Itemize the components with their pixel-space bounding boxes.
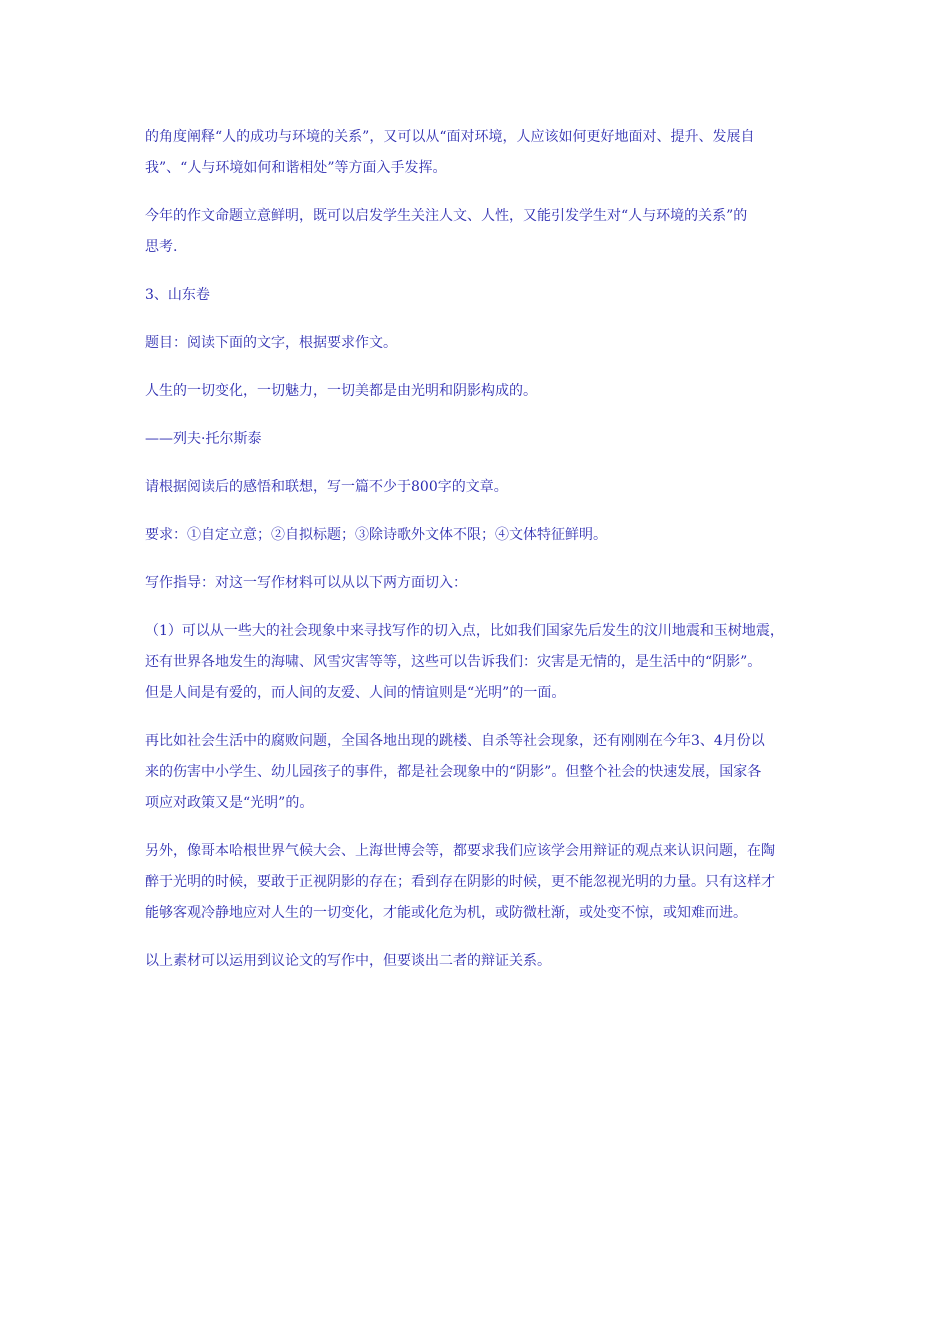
guidance-point-1	[145, 616, 815, 709]
text-line: 项应对政策又是“光明”的。	[145, 795, 314, 811]
guidance-paragraph-social	[145, 726, 815, 819]
text-line: 今年的作文命题立意鲜明，既可以启发学生关注人文、人性，又能引发学生对“人与环境的关系”的	[145, 208, 748, 224]
text-line: 来的伤害中小学生、幼儿园孩子的事件，都是社会现象中的“阴影”。但整个社会的快速发展，国家各	[145, 764, 762, 780]
text-line: 我”、“人与环境如何和谐相处”等方面入手发挥。	[145, 160, 447, 176]
text-line: 题目：阅读下面的文字，根据要求作文。	[145, 335, 397, 351]
guidance-paragraph-dialectic	[145, 836, 815, 929]
guidance-conclusion	[145, 946, 815, 977]
essay-requirements	[145, 520, 815, 551]
paragraph-1	[145, 122, 815, 184]
text-line: 以上素材可以运用到议论文的写作中，但要谈出二者的辩证关系。	[145, 953, 551, 969]
text-line: 的角度阐释“人的成功与环境的关系”，又可以从“面对环境，人应该如何更好地面对、提升、发展自	[145, 129, 755, 145]
text-line: 请根据阅读后的感悟和联想，写一篇不少于800字的文章。	[145, 479, 508, 495]
text-line: 再比如社会生活中的腐败问题，全国各地出现的跳楼、自杀等社会现象，还有刚刚在今年3、4月份以	[145, 733, 765, 749]
text-line: ——列夫·托尔斯泰	[145, 431, 262, 447]
text-line: 另外，像哥本哈根世界气候大会、上海世博会等，都要求我们应该学会用辩证的观点来认识问题，在陶	[145, 843, 775, 859]
text-line: 思考.	[145, 239, 178, 255]
essay-instruction	[145, 472, 815, 503]
paragraph-2	[145, 201, 815, 263]
text-line: 能够客观冷静地应对人生的一切变化，才能或化危为机，或防微杜渐，或处变不惊，或知难而进。	[145, 905, 747, 921]
section-heading-shandong	[145, 280, 815, 311]
text-line: 但是人间是有爱的，而人间的友爱、人间的情谊则是“光明”的一面。	[145, 685, 566, 701]
text-line: 还有世界各地发生的海啸、风雪灾害等等，这些可以告诉我们：灾害是无情的，是生活中的“阴影”。	[145, 654, 762, 670]
document-body	[145, 122, 815, 994]
text-line: 人生的一切变化，一切魅力，一切美都是由光明和阴影构成的。	[145, 383, 537, 399]
writing-guidance-heading	[145, 568, 815, 599]
text-line: 要求：①自定立意；②自拟标题；③除诗歌外文体不限；④文体特征鲜明。	[145, 527, 607, 543]
text-line: 醉于光明的时候，要敢于正视阴影的存在；看到存在阴影的时候，更不能忽视光明的力量。只有这样才	[145, 874, 775, 890]
text-line: 写作指导：对这一写作材料可以从以下两方面切入：	[145, 575, 467, 591]
prompt-title	[145, 328, 815, 359]
quote-attribution	[145, 424, 815, 455]
text-line: （1）可以从一些大的社会现象中来寻找写作的切入点，比如我们国家先后发生的汶川地震和玉树地震，	[145, 623, 784, 639]
quote-text	[145, 376, 815, 407]
text-line: 3、山东卷	[145, 287, 210, 303]
